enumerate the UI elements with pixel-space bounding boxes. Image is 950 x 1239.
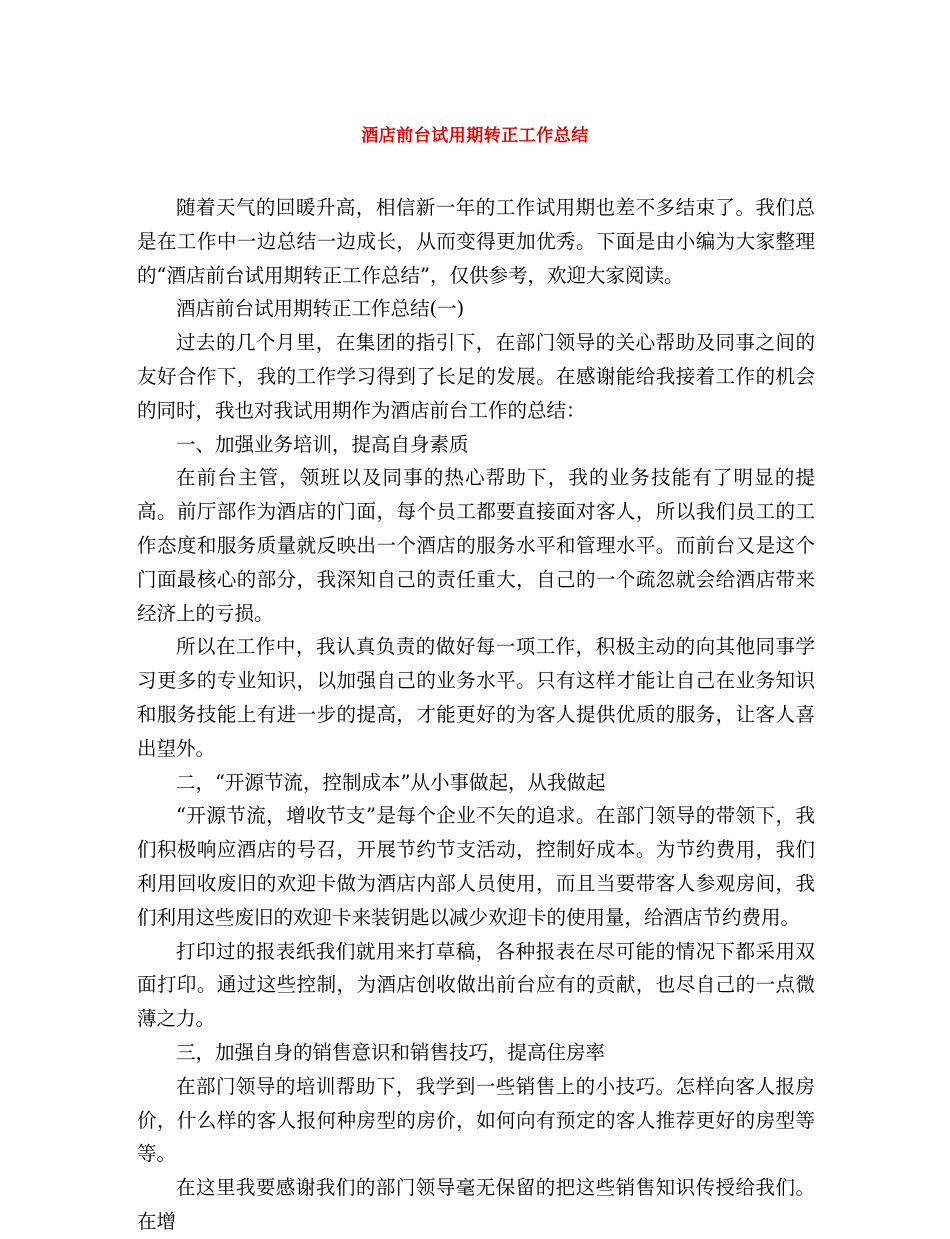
- paragraph-section-title: 酒店前台试用期转正工作总结(一): [176, 297, 465, 321]
- paragraph-training: 在前台主管，领班以及同事的热心帮助下，我的业务技能有了明显的提高。前厅部作为酒店的门面，每个员工都要直接面对客人，所以我们员工的工作态度和服务质量就反映出一个酒店的服务水平和管理水平。而前台又是这个门面最核心的部分，我深知自己的责任重大，自己的一个疏忽就会给酒店带来经济上的亏损。: [137, 466, 815, 625]
- paragraph-sales: 在部门领导的培训帮助下，我学到一些销售上的小技巧。怎样向客人报房价，什么样的客人报何种房型的房价，如何向有预定的客人推荐更好的房型等等。: [137, 1074, 815, 1166]
- paragraph-intro: 随着天气的回暖升高，相信新一年的工作试用期也差不多结束了。我们总是在工作中一边总结一边成长，从而变得更加优秀。下面是由小编为大家整理的“酒店前台试用期转正工作总结”，仅供参考，欢迎大家阅读。: [137, 196, 815, 287]
- paragraph-heading-two: 二，“开源节流，控制成本”从小事做起，从我做起: [176, 770, 606, 794]
- paragraph-saving: “开源节流，增收节支”是每个企业不矢的追求。在部门领导的带领下，我们积极响应酒店的号召，开展节约节支活动，控制好成本。为节约费用，我们利用回收废旧的欢迎卡做为酒店内部人员使用，而且当要带客人参观房间，我们利用这些废旧的欢迎卡来装钥匙以减少欢迎卡的使用量，给酒店节约费用。: [137, 804, 815, 929]
- paragraph-heading-three: 三，加强自身的销售意识和销售技巧，提高住房率: [176, 1040, 606, 1064]
- paragraph-heading-one: 一、加强业务培训，提高自身素质: [176, 432, 469, 456]
- paragraph-printing: 打印过的报表纸我们就用来打草稿，各种报表在尽可能的情况下都采用双面打印。通过这些控制，为酒店创收做出前台应有的贡献，也尽自己的一点微薄之力。: [137, 939, 815, 1031]
- document-title: 酒店前台试用期转正工作总结: [361, 126, 589, 146]
- paragraph-thanks: 在这里我要感谢我们的部门领导毫无保留的把这些销售知识传授给我们。在增: [137, 1176, 815, 1233]
- paragraph-opening: 过去的几个月里，在集团的指引下，在部门领导的关心帮助及同事之间的友好合作下，我的工作学习得到了长足的发展。在感谢能给我接着工作的机会的同时，我也对我试用期作为酒店前台工作的总结：: [137, 331, 815, 422]
- document-body: [137, 191, 815, 1239]
- paragraph-learning: 所以在工作中，我认真负责的做好每一项工作，积极主动的向其他同事学习更多的专业知识，以加强自己的业务水平。只有这样才能让自己在业务知识和服务技能上有进一步的提高，才能更好的为客人提供优质的服务，让客人喜出望外。: [137, 635, 815, 760]
